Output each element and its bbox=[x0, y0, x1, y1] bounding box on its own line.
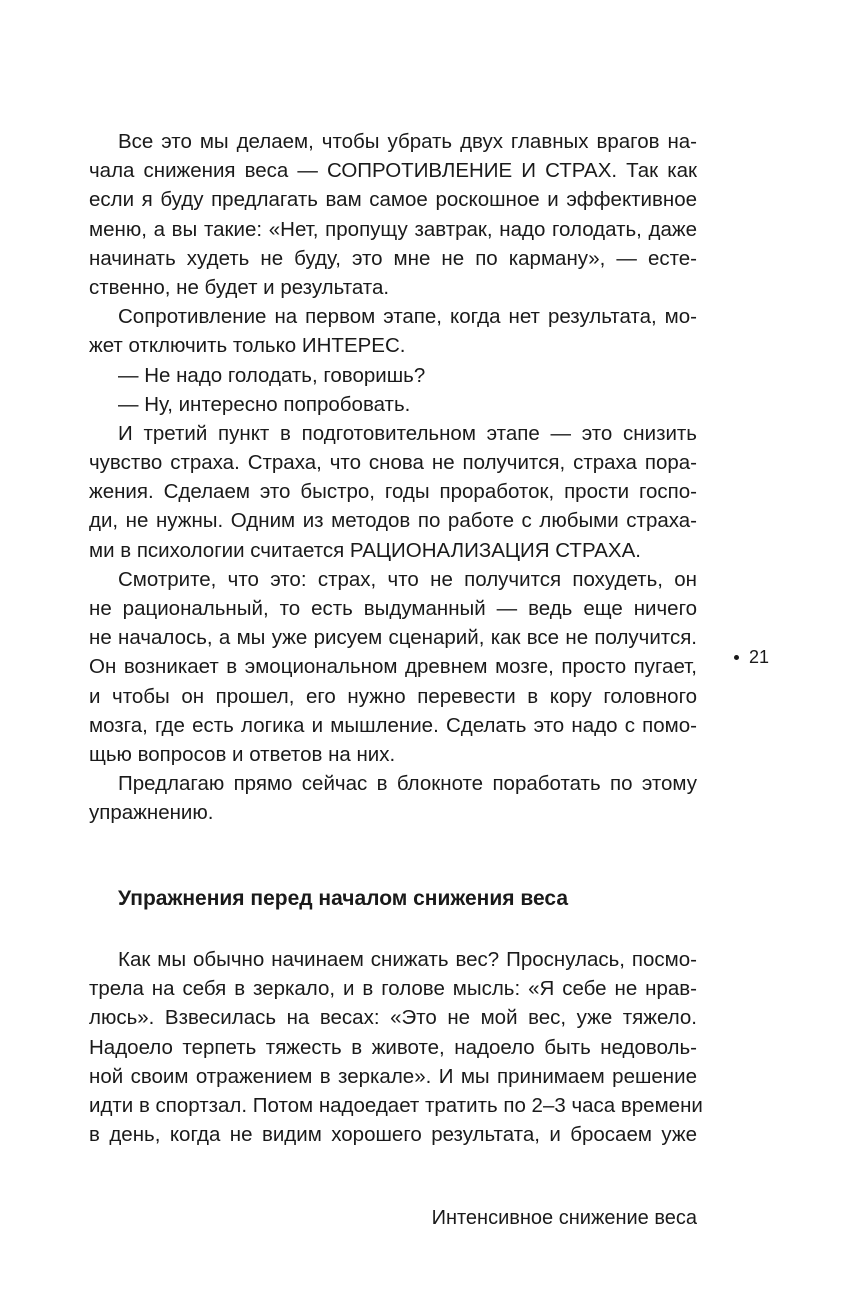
text-line: ди, не нужны. Одним из методов по работе с любыми страха- bbox=[89, 509, 697, 533]
text-line: чувство страха. Страха, что снова не получится, страха пора- bbox=[89, 451, 697, 475]
page-number-value: 21 bbox=[749, 647, 770, 667]
text-line: меню, а вы такие: «Нет, пропущу завтрак, надо голодать, даже bbox=[89, 217, 697, 241]
text-line: ственно, не будет и результата. bbox=[89, 275, 390, 299]
text-line: Как мы обычно начинаем снижать вес? Проснулась, посмо- bbox=[118, 948, 697, 971]
text-line: не началось, а мы уже рисуем сценарий, как все не получится. bbox=[89, 626, 697, 650]
text-line: Надоело терпеть тяжесть в животе, надоело быть недоволь- bbox=[89, 1035, 697, 1059]
body-text-block-1 bbox=[89, 127, 697, 828]
text-line: не рациональный, то есть выдуманный — ведь еще ничего bbox=[89, 597, 697, 620]
text-line: трела на себя в зеркало, и в голове мысль: «Я себе не нрав- bbox=[89, 977, 697, 1001]
text-line: — Ну, интересно попробовать. bbox=[118, 392, 411, 416]
page-number-bullet bbox=[734, 655, 739, 660]
text-line: идти в спортзал. Потом надоедает тратить по 2–3 часа времени bbox=[89, 1093, 703, 1117]
text-line: упражнению. bbox=[89, 801, 214, 825]
text-line: ной своим отражением в зеркале». И мы принимаем решение bbox=[89, 1064, 697, 1088]
text-line: Все это мы делаем, чтобы убрать двух главных врагов на- bbox=[118, 130, 697, 153]
text-line: И третий пункт в подготовительном этапе — это снизить bbox=[118, 421, 697, 445]
text-line: и чтобы он прошел, его нужно перевести в кору головного bbox=[89, 684, 697, 708]
text-line: если я буду предлагать вам самое роскошное и эффективное bbox=[89, 188, 697, 212]
text-line: мозга, где есть логика и мышление. Сделать это надо с помо- bbox=[89, 713, 697, 737]
section-heading: Упражнения перед началом снижения веса bbox=[118, 887, 569, 910]
running-footer: Интенсивное снижение веса bbox=[431, 1207, 697, 1229]
text-line: люсь». Взвесилась на весах: «Это не мой вес, уже тяжело. bbox=[89, 1006, 697, 1030]
text-line: жения. Сделаем это быстро, годы проработок, прости госпо- bbox=[89, 480, 697, 504]
text-line: жет отключить только ИНТЕРЕС. bbox=[89, 334, 406, 358]
text-line: щью вопросов и ответов на них. bbox=[89, 742, 396, 766]
text-line: ми в психологии считается РАЦИОНАЛИЗАЦИЯ СТРАХА. bbox=[89, 538, 641, 562]
text-line: Предлагаю прямо сейчас в блокноте поработать по этому bbox=[118, 772, 697, 796]
text-line: начинать худеть не буду, это мне не по карману», — есте- bbox=[89, 246, 697, 270]
page-number bbox=[734, 644, 769, 670]
text-line: Сопротивление на первом этапе, когда нет результата, мо- bbox=[118, 305, 697, 329]
text-line: — Не надо голодать, говоришь? bbox=[118, 363, 426, 387]
text-line: Он возникает в эмоциональном древнем мозге, просто пугает, bbox=[89, 655, 697, 679]
body-text-block-2 bbox=[89, 945, 703, 1149]
text-line: чала снижения веса — СОПРОТИВЛЕНИЕ И СТРАХ. Так как bbox=[89, 159, 697, 183]
text-line: в день, когда не видим хорошего результата, и бросаем уже bbox=[89, 1123, 697, 1147]
text-line: Смотрите, что это: страх, что не получится похудеть, он bbox=[118, 567, 697, 591]
